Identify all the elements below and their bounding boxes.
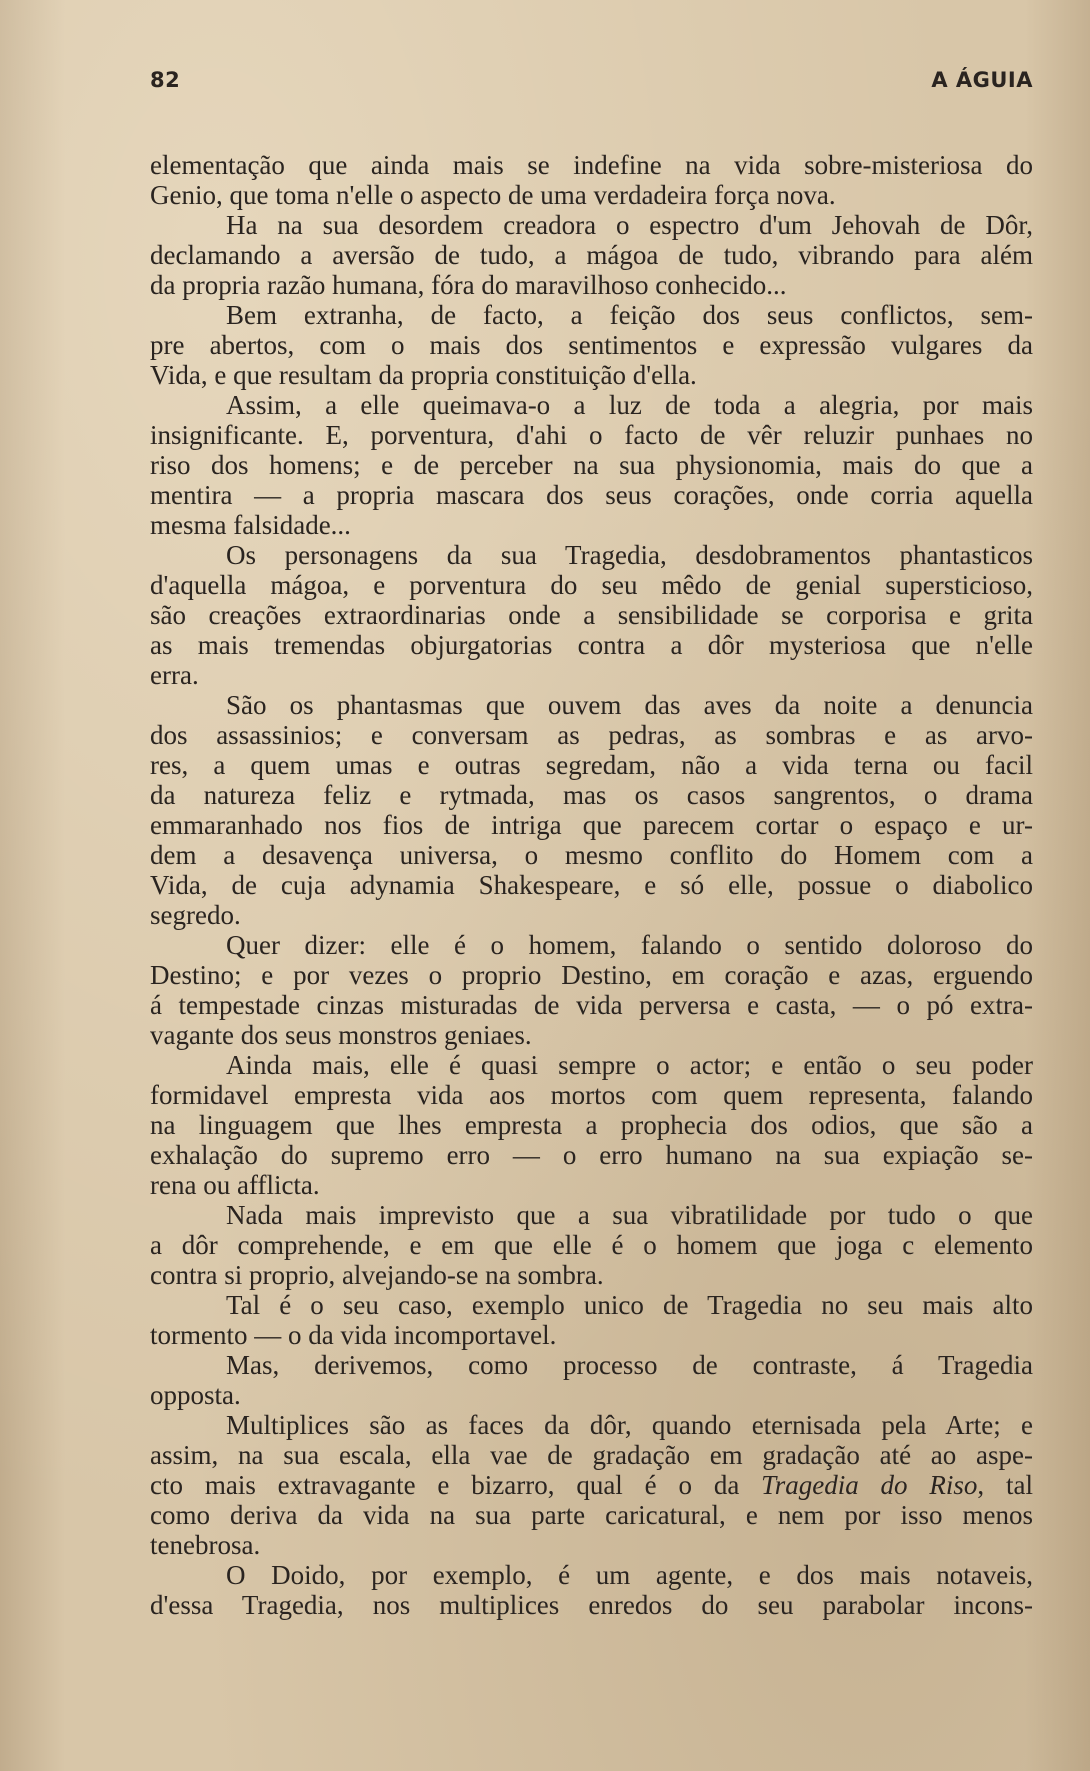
text-line: rena ou afflicta. [150,1170,320,1200]
text-line: Mas, derivemos, como processo de contraste, á Tragedia [226,1350,1033,1380]
text-segment: , tal [977,1470,1033,1500]
body-text [150,150,1033,1620]
page-number: 82 [150,68,181,92]
text-line: Bem extranha, de facto, a feição dos seus conflictos, sem- [226,300,1033,330]
text-line: formidavel empresta vida aos mortos com quem representa, falando [150,1080,1033,1110]
text-line: Genio, que toma n'elle o aspecto de uma verdadeira força nova. [150,180,836,210]
text-line: d'essa Tragedia, nos multiplices enredos do seu parabolar incons- [150,1590,1033,1620]
text-line: São os phantasmas que ouvem das aves da noite a denuncia [226,690,1033,720]
text-line: dem a desavença universa, o mesmo conflito do Homem com a [150,840,1033,870]
text-line: á tempestade cinzas misturadas de vida perversa e casta, — o pó extra- [150,990,1033,1020]
text-line [150,1470,1033,1500]
text-line: vagante dos seus monstros geniaes. [150,1020,532,1050]
text-line: como deriva da vida na sua parte caricatural, e nem por isso menos [150,1500,1033,1530]
text-segment: cto mais extravagante e bizarro, qual é o da [150,1470,762,1500]
text-line: mentira — a propria mascara dos seus corações, onde corria aquella [150,480,1033,510]
text-line: Vida, de cuja adynamia Shakespeare, e só elle, possue o diabolico [150,870,1033,900]
text-line: Os personagens da sua Tragedia, desdobramentos phantasticos [226,540,1033,570]
text-line: O Doido, por exemplo, é um agente, e dos mais notaveis, [226,1560,1033,1590]
text-line: na linguagem que lhes empresta a prophecia dos odios, que são a [150,1110,1033,1140]
text-line: Nada mais imprevisto que a sua vibratilidade por tudo o que [226,1200,1033,1230]
text-line: Ainda mais, elle é quasi sempre o actor; e então o seu poder [226,1050,1033,1080]
running-title: A ÁGUIA [931,68,1033,92]
text-line: opposta. [150,1380,241,1410]
text-line: são creações extraordinarias onde a sensibilidade se corporisa e grita [150,600,1033,630]
text-line: Assim, a elle queimava-o a luz de toda a alegria, por mais [226,390,1033,420]
italic-title: Tragedia do Riso [761,1470,978,1500]
text-line: mesma falsidade... [150,510,351,540]
text-line: Multiplices são as faces da dôr, quando eternisada pela Arte; e [226,1410,1033,1440]
text-line: da propria razão humana, fóra do maravilhoso conhecido... [150,270,787,300]
text-line: res, a quem umas e outras segredam, não a vida terna ou facil [150,750,1033,780]
text-line: insignificante. E, porventura, d'ahi o facto de vêr reluzir punhaes no [150,420,1033,450]
text-line: tormento — o da vida incomportavel. [150,1320,557,1350]
text-line: Tal é o seu caso, exemplo unico de Tragedia no seu mais alto [226,1290,1033,1320]
text-line: declamando a aversão de tudo, a mágoa de tudo, vibrando para além [150,240,1033,270]
text-line: d'aquella mágoa, e porventura do seu mêdo de genial supersticioso, [150,570,1033,600]
text-line: da natureza feliz e rytmada, mas os casos sangrentos, o drama [150,780,1033,810]
text-line: contra si proprio, alvejando-se na sombra. [150,1260,604,1290]
text-line: as mais tremendas objurgatorias contra a dôr mysteriosa que n'elle [150,630,1033,660]
text-line: tenebrosa. [150,1530,261,1560]
text-line: Vida, e que resultam da propria constituição d'ella. [150,360,697,390]
text-line: Quer dizer: elle é o homem, falando o sentido doloroso do [226,930,1033,960]
text-line: exhalação do supremo erro — o erro humano na sua expiação se- [150,1140,1033,1170]
text-line: a dôr comprehende, e em que elle é o homem que joga c elemento [150,1230,1033,1260]
text-line: segredo. [150,900,241,930]
text-line: Ha na sua desordem creadora o espectro d'um Jehovah de Dôr, [226,210,1033,240]
text-line: dos assassinios; e conversam as pedras, as sombras e as arvo- [150,720,1033,750]
text-line: erra. [150,660,199,690]
text-line: elementação que ainda mais se indefine na vida sobre-misteriosa do [150,150,1033,180]
text-line: assim, na sua escala, ella vae de gradação em gradação até ao aspe- [150,1440,1033,1470]
text-line: Destino; e por vezes o proprio Destino, em coração e azas, erguendo [150,960,1033,990]
text-line: pre abertos, com o mais dos sentimentos e expressão vulgares da [150,330,1033,360]
text-line: emmaranhado nos fios de intriga que parecem cortar o espaço e ur- [150,810,1033,840]
text-line: riso dos homens; e de perceber na sua physionomia, mais do que a [150,450,1033,480]
